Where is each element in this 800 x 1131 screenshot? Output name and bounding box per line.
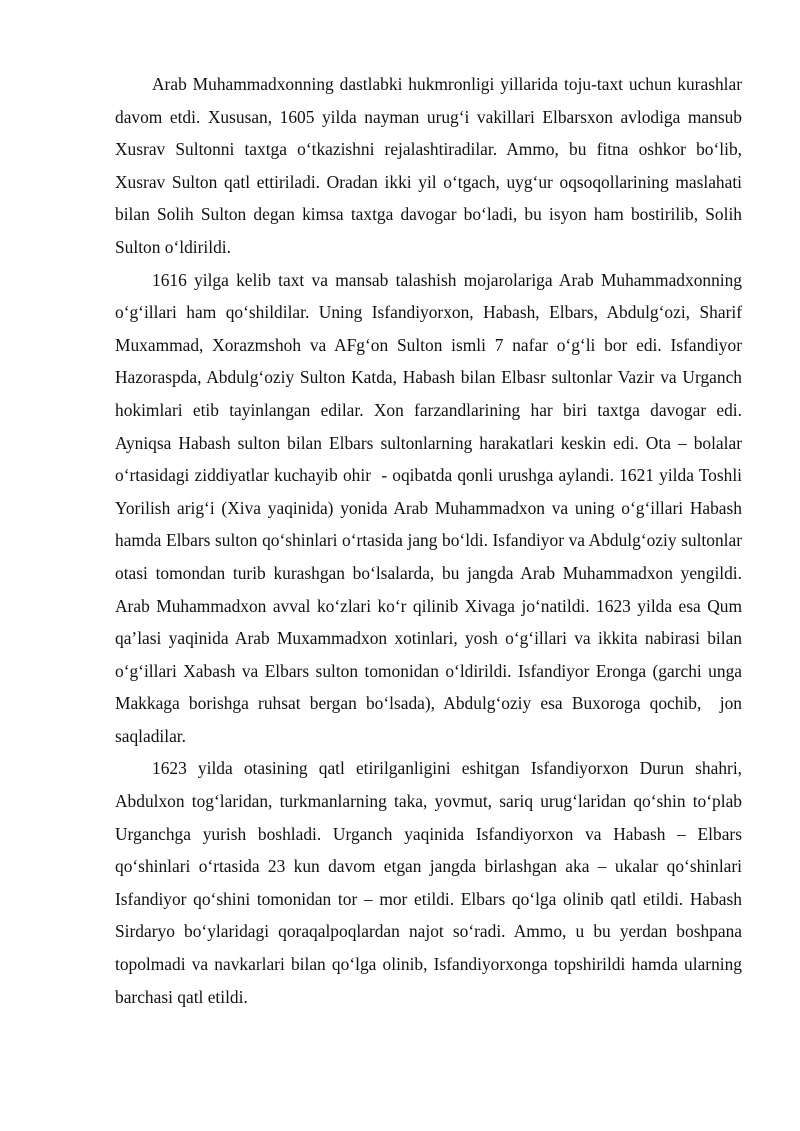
paragraph-1: Arab Muhammadxonning dastlabki hukmronligi yillarida toju-taxt uchun kurashlar davom etdi. Xususan, 1605 yilda nayman urug‘i vakillari Elbarsxon avlodiga mansub Xusrav Sultonni taxtga o‘tkazishni rejalashtiradilar. Ammo, bu fitna oshkor bo‘lib, Xusrav Sulton qatl ettiriladi. Oradan ikki yil o‘tgach, uyg‘ur oqsoqollarining maslahati bilan Solih Sulton degan kimsa taxtga davogar bo‘ladi, bu isyon ham bostirilib, Solih Sulton o‘ldirildi. xyxy=(115,74,747,257)
document-page xyxy=(115,68,747,1013)
paragraph-3: 1623 yilda otasining qatl etirilganligini eshitgan Isfandiyorxon Durun shahri, Abdulxon tog‘laridan, turkmanlarning taka, yovmut, sariq urug‘laridan qo‘shin to‘plab Urganchga yurish boshladi. Urganch yaqinida Isfandiyorxon va Habash – Elbars qo‘shinlari o‘rtasida 23 kun davom etgan jangda birlashgan aka – ukalar qo‘shinlari Isfandiyor qo‘shini tomonidan tor – mor etildi. Elbars qo‘lga olinib qatl etildi. Habash Sirdaryo bo‘ylaridagi qoraqalpoqlardan najot so‘radi. Ammo, u bu yerdan boshpana topolmadi va navkarlari bilan qo‘lga olinib, Isfandiyorxonga topshirildi hamda ularning barchasi qatl etildi. xyxy=(115,758,747,1007)
paragraph-2: 1616 yilga kelib taxt va mansab talashish mojarolariga Arab Muhammadxonning o‘g‘illari ham qo‘shildilar. Uning Isfandiyorxon, Habash, Elbars, Abdulg‘ozi, Sharif Muxammad, Xorazmshoh va AFg‘on Sulton ismli 7 nafar o‘g‘li bor edi. Isfandiyor Hazoraspda, Abdulg‘oziy Sulton Katda, Habash bilan Elbasr sultonlar Vazir va Urganch hokimlari etib tayinlangan edilar. Xon farzandlarining har biri taxtga davogar edi. Ayniqsa Habash sulton bilan Elbars sultonlarning harakatlari keskin edi. Ota – bolalar o‘rtasidagi ziddiyatlar kuchayib ohir - oqibatda qonli urushga aylandi. 1621 yilda Toshli Yorilish arig‘i (Xiva yaqinida) yonida Arab Muhammadxon va uning o‘g‘illari Habash hamda Elbars sulton qo‘shinlari o‘rtasida jang bo‘ldi. Isfandiyor va Abdulg‘oziy sultonlar otasi tomondan turib kurashgan bo‘lsalarda, bu jangda Arab Muhammadxon yengildi. Arab Muhammadxon avval ko‘zlari ko‘r qilinib Xivaga jo‘natildi. 1623 yilda esa Qum qa’lasi yaqinida Arab Muxammadxon xotinlari, yosh o‘g‘illari va ikkita nabirasi bilan o‘g‘illari Xabash va Elbars sulton tomonidan o‘ldirildi. Isfandiyor Eronga (garchi unga Makkaga borishga ruhsat bergan bo‘lsada), Abdulg‘oziy esa Buxoroga qochib, jon saqladilar. xyxy=(115,269,747,746)
